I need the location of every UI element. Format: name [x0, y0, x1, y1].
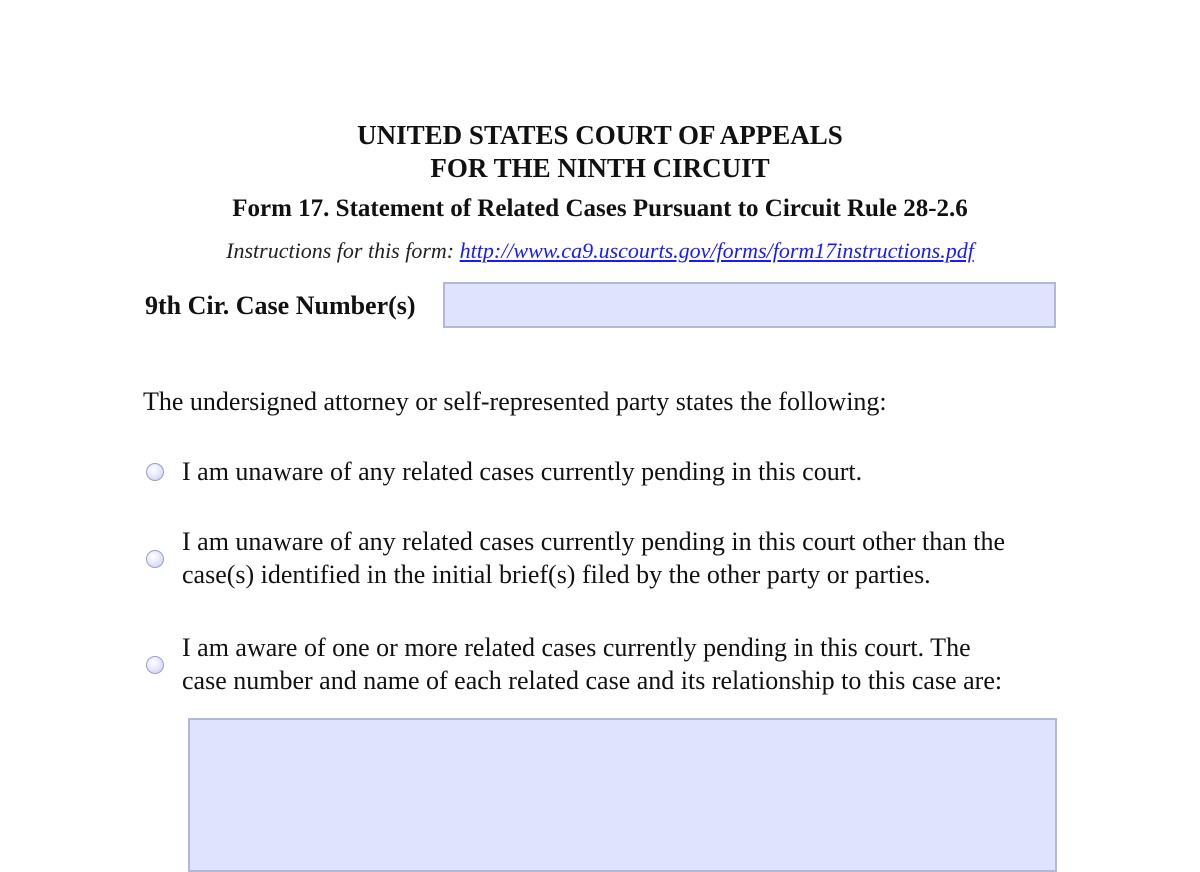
instructions-prefix: Instructions for this form:: [226, 238, 460, 263]
statement-intro: The undersigned attorney or self-represented party states the following:: [143, 387, 887, 416]
case-number-label: 9th Cir. Case Number(s): [145, 291, 416, 320]
option-2-label: [182, 525, 1082, 591]
option-3-radio[interactable]: [146, 656, 164, 674]
option-1-label: [182, 455, 1082, 488]
related-cases-field[interactable]: [188, 718, 1057, 872]
court-name-heading: UNITED STATES COURT OF APPEALS: [357, 120, 843, 150]
instructions-link[interactable]: http://www.ca9.uscourts.gov/forms/form17instructions.pdf: [459, 238, 974, 263]
option-3-label: [182, 631, 1082, 697]
instructions-line: [0, 238, 1200, 264]
option-3-line-2: case number and name of each related case and its relationship to this case are:: [182, 666, 1003, 695]
case-number-field[interactable]: [443, 282, 1056, 328]
option-1-line-1: I am unaware of any related cases currently pending in this court.: [182, 457, 863, 486]
option-2-radio[interactable]: [146, 550, 164, 568]
option-1-radio[interactable]: [146, 463, 164, 481]
form-title: Form 17. Statement of Related Cases Pursuant to Circuit Rule 28-2.6: [232, 195, 968, 222]
circuit-name-heading: FOR THE NINTH CIRCUIT: [430, 153, 770, 183]
option-2-line-1: I am unaware of any related cases currently pending in this court other than the: [182, 527, 1006, 556]
option-3-line-1: I am aware of one or more related cases currently pending in this court. The: [182, 633, 971, 662]
option-2-line-2: case(s) identified in the initial brief(s) filed by the other party or parties.: [182, 560, 931, 589]
